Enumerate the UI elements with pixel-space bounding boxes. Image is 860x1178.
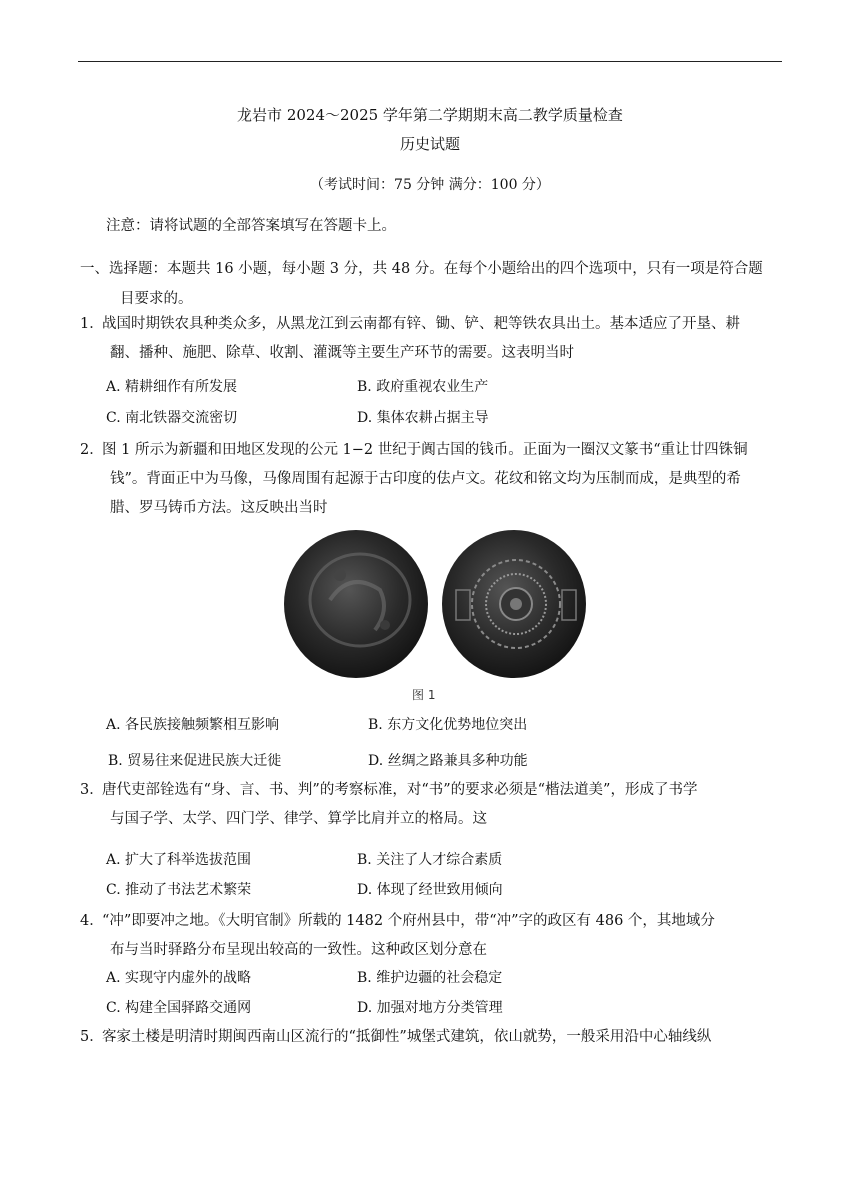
figure-caption: 图 1 [412, 688, 436, 702]
question-text-line-1: “冲”即要冲之地。《大明官制》所载的 1482 个府州县中，带“冲”字的政区有 486 个，其地域分 [102, 913, 715, 929]
coin-reverse-image [442, 530, 586, 678]
question-text-line-2: 翻、播种、施肥、除草、收割、灌溉等主要生产环节的需要。这表明当时 [110, 345, 574, 361]
q1-option-b: B. 政府重视农业生产 [357, 379, 489, 395]
q3-option-d: D. 体现了经世致用倾向 [357, 882, 503, 898]
question-number: 2． [80, 442, 104, 458]
question-text-line-1: 客家土楼是明清时期闽西南山区流行的“抵御性”城堡式建筑，依山就势，一般采用沿中心轴线纵 [102, 1029, 712, 1045]
question-text-line-1: 战国时期铁农具种类众多，从黑龙江到云南都有锌、锄、铲、耙等铁农具出土。基本适应了开垦、耕 [102, 316, 740, 332]
q4-option-d: D. 加强对地方分类管理 [357, 1000, 503, 1016]
question-text-line-3: 腊、罗马铸币方法。这反映出当时 [110, 500, 328, 516]
question-number: 3． [80, 782, 104, 798]
question-1 [80, 310, 780, 368]
question-text-line-2: 布与当时驿路分布呈现出较高的一致性。这种政区划分意在 [110, 942, 487, 958]
q4-option-a: A. 实现守内虚外的战略 [106, 970, 252, 986]
question-number: 5． [80, 1029, 104, 1045]
question-text-line-1: 图 1 所示为新疆和田地区发现的公元 1−2 世纪于阗古国的钱币。正面为一圈汉文篆书“重让廿四铢铜 [102, 442, 748, 458]
q4-option-c: C. 构建全国驿路交通网 [106, 1000, 252, 1016]
q2-option-c: B. 贸易往来促进民族大迁徙 [108, 753, 282, 769]
q2-option-a: A. 各民族接触频繁相互影响 [106, 717, 280, 733]
section-line-2: 目要求的。 [120, 291, 193, 307]
top-rule [78, 61, 782, 62]
question-text-line-2: 钱”。背面正中为马像，马像周围有起源于古印度的佉卢文。花纹和铭文均为压制而成，是典型的希 [110, 471, 741, 487]
q3-option-a: A. 扩大了科举选拔范围 [106, 852, 252, 868]
q2-option-d: D. 丝绸之路兼具多种功能 [368, 753, 528, 769]
question-5 [80, 1023, 780, 1052]
question-2 [80, 436, 780, 523]
subject-title: 历史试题 [399, 135, 460, 153]
question-number: 4． [80, 913, 104, 929]
coin-figure [280, 520, 592, 706]
instruction-note: 注意：请将试题的全部答案填写在答题卡上。 [106, 218, 396, 234]
question-number: 1． [80, 316, 104, 332]
section-line-1: 一、选择题：本题共 16 小题，每小题 3 分，共 48 分。在每个小题给出的四个选项中，只有一项是符合题 [80, 261, 763, 277]
question-text-line-1: 唐代吏部铨选有“身、言、书、判”的考察标准，对“书”的要求必须是“楷法道美”，形成了书学 [102, 782, 698, 798]
q2-option-b: B. 东方文化优势地位突出 [368, 717, 528, 733]
question-3 [80, 776, 780, 834]
coin-obverse-image [284, 530, 428, 678]
section-heading [80, 254, 780, 314]
q1-option-a: A. 精耕细作有所发展 [106, 379, 238, 395]
exam-info: （考试时间：75 分钟 满分：100 分） [310, 177, 550, 193]
q3-option-b: B. 关注了人才综合素质 [357, 852, 503, 868]
q4-option-b: B. 维护边疆的社会稳定 [357, 970, 503, 986]
q3-option-c: C. 推动了书法艺术繁荣 [106, 882, 252, 898]
q1-option-c: C. 南北铁器交流密切 [106, 410, 238, 426]
question-text-line-2: 与国子学、太学、四门学、律学、算学比肩并立的格局。这 [110, 811, 487, 827]
q1-option-d: D. 集体农耕占据主导 [357, 410, 489, 426]
exam-title: 龙岩市 2024～2025 学年第二学期期末高二教学质量检查 [237, 106, 623, 124]
question-4 [80, 907, 780, 965]
